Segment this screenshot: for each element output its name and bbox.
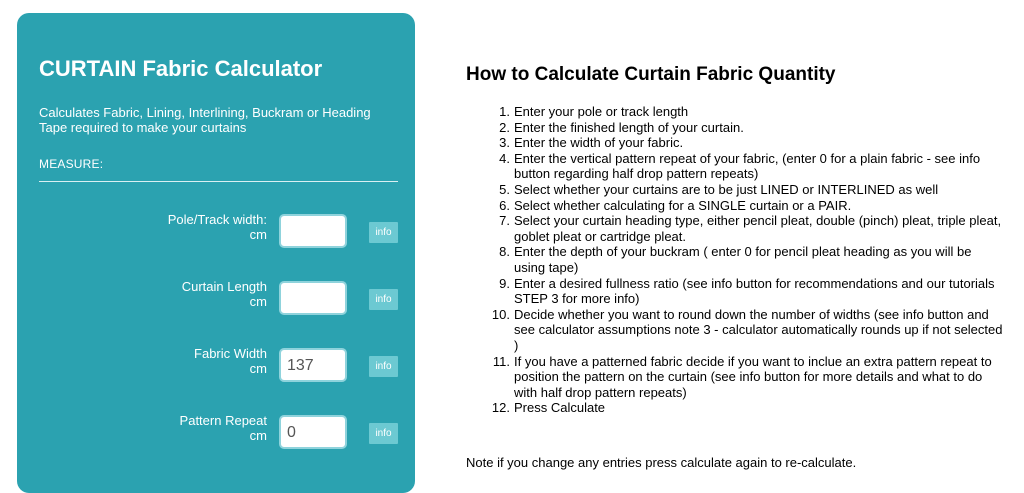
step-number: 3. xyxy=(499,135,510,151)
pole-track-width-input[interactable] xyxy=(279,214,347,248)
field-unit: cm xyxy=(249,227,267,242)
field-label-text: Fabric Width xyxy=(194,346,267,361)
list-item xyxy=(466,135,1006,151)
list-item xyxy=(466,182,1006,198)
field-unit: cm xyxy=(249,294,267,309)
field-label xyxy=(117,212,267,242)
list-item xyxy=(466,213,1006,244)
field-label xyxy=(117,279,267,309)
curtain-length-input[interactable] xyxy=(279,281,347,315)
field-label xyxy=(117,346,267,376)
step-number: 11. xyxy=(492,353,510,369)
pattern-repeat-info-button[interactable]: info xyxy=(369,423,398,444)
field-unit: cm xyxy=(249,428,267,443)
field-label xyxy=(117,413,267,443)
divider xyxy=(39,181,398,182)
step-text: Decide whether you want to round down the number of widths (see info button and see calculator assumptions note 3 - calculator automatically rounds up if not selected ) xyxy=(514,306,1003,353)
step-number: 9. xyxy=(499,275,510,291)
step-number: 6. xyxy=(499,197,510,213)
step-text: If you have a patterned fabric decide if you want to inclue an extra pattern repeat to position the pattern on the curtain (see info button for more details and what to do with half drop pattern repeats) xyxy=(514,353,992,400)
step-number: 5. xyxy=(499,181,510,197)
steps-list xyxy=(466,104,1006,416)
curtain-length-info-button[interactable]: info xyxy=(369,289,398,310)
field-row-fabric-width xyxy=(17,346,415,386)
measure-label: MEASURE: xyxy=(39,157,104,171)
pole-track-width-info-button[interactable]: info xyxy=(369,222,398,243)
step-text: Select whether your curtains are to be just LINED or INTERLINED as well xyxy=(514,181,939,197)
list-item xyxy=(466,198,1006,214)
fabric-width-input[interactable]: 137 xyxy=(279,348,347,382)
calculator-panel xyxy=(17,13,415,493)
fabric-width-info-button[interactable]: info xyxy=(369,356,398,377)
list-item xyxy=(466,354,1006,401)
field-row-curtain-length xyxy=(17,279,415,319)
list-item xyxy=(466,244,1006,275)
step-text: Select your curtain heading type, either pencil pleat, double (pinch) pleat, triple pleat, goblet pleat or cartridge pleat. xyxy=(514,213,1002,244)
field-label-text: Pattern Repeat xyxy=(179,413,267,428)
list-item xyxy=(466,276,1006,307)
pattern-repeat-input[interactable]: 0 xyxy=(279,415,347,449)
field-row-pattern-repeat xyxy=(17,413,415,453)
step-number: 2. xyxy=(499,119,510,135)
step-text: Enter a desired fullness ratio (see info button for recommendations and our tutorials STEP 3 for more info) xyxy=(514,275,995,307)
step-text: Enter your pole or track length xyxy=(514,104,689,119)
step-text: Enter the width of your fabric. xyxy=(514,135,684,151)
calculator-description: Calculates Fabric, Lining, Interlining, Buckram or Heading Tape required to make your curtains xyxy=(39,105,371,135)
field-unit: cm xyxy=(249,361,267,376)
list-item xyxy=(466,400,1006,416)
step-number: 7. xyxy=(499,213,510,229)
field-row-pole-track-width xyxy=(17,212,415,252)
field-label-text: Curtain Length xyxy=(181,279,267,294)
step-text: Select whether calculating for a SINGLE curtain or a PAIR. xyxy=(514,197,852,213)
step-number: 10. xyxy=(491,306,510,322)
step-number: 4. xyxy=(499,150,510,166)
step-text: Enter the finished length of your curtain. xyxy=(514,119,744,135)
step-text: Enter the depth of your buckram ( enter 0 for pencil pleat heading as you will be using tape) xyxy=(514,244,972,275)
recalculate-note: Note if you change any entries press calculate again to re-calculate. xyxy=(466,455,857,470)
list-item xyxy=(466,120,1006,136)
list-item xyxy=(466,151,1006,182)
step-number: 12. xyxy=(491,400,510,416)
calculator-title: CURTAIN Fabric Calculator xyxy=(39,56,323,81)
step-number: 8. xyxy=(499,244,510,260)
list-item xyxy=(466,307,1006,354)
step-text: Enter the vertical pattern repeat of your fabric, (enter 0 for a plain fabric - see info button regarding half drop pattern repeats) xyxy=(514,150,981,182)
step-number: 1. xyxy=(499,104,510,119)
list-item xyxy=(466,104,1006,120)
howto-title: How to Calculate Curtain Fabric Quantity xyxy=(466,64,836,85)
field-label-text: Pole/Track width: xyxy=(167,212,267,227)
step-text: Press Calculate xyxy=(514,400,606,416)
